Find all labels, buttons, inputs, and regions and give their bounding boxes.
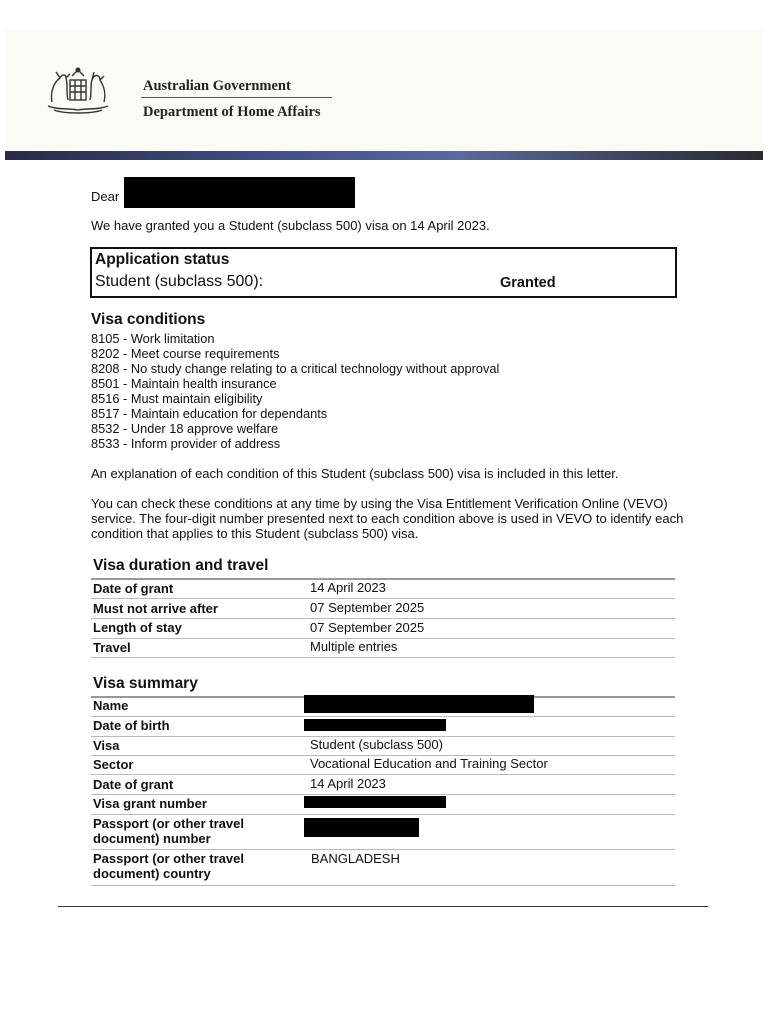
table-divider [91, 774, 675, 775]
summary-row-value: 14 April 2023 [310, 776, 386, 791]
summary-row-label: Sector [93, 757, 134, 772]
summary-row-label: Passport (or other travel document) country [93, 851, 244, 881]
header-color-bar [5, 151, 763, 160]
redacted-passport-number [304, 818, 419, 837]
summary-row-label: Visa [93, 738, 120, 753]
summary-row-label: Date of grant [93, 777, 174, 792]
redacted-grant-number [304, 796, 446, 808]
duration-row-label: Date of grant [93, 581, 174, 596]
duration-row-value: 14 April 2023 [310, 580, 386, 595]
condition-item: 8533 - Inform provider of address [91, 436, 281, 451]
condition-item: 8105 - Work limitation [91, 331, 215, 346]
table-divider [91, 849, 675, 850]
letterhead [5, 30, 763, 150]
condition-item: 8202 - Meet course requirements [91, 346, 280, 361]
summary-row-label: Visa grant number [93, 796, 207, 811]
visa-conditions-heading: Visa conditions [91, 311, 206, 328]
condition-item: 8516 - Must maintain eligibility [91, 391, 263, 406]
coat-of-arms-icon [46, 62, 110, 118]
condition-item: 8501 - Maintain health insurance [91, 376, 277, 391]
header-divider [141, 97, 332, 98]
duration-row-value: Multiple entries [310, 639, 398, 654]
summary-row-value: BANGLADESH [311, 851, 400, 866]
summary-row-label: Passport (or other travel document) number [93, 816, 244, 846]
duration-row-label: Must not arrive after [93, 601, 218, 616]
visa-duration-heading: Visa duration and travel [93, 557, 269, 574]
department-name: Department of Home Affairs [143, 104, 321, 120]
duration-row-value: 07 September 2025 [310, 600, 425, 615]
table-divider [91, 618, 675, 619]
redacted-recipient-name [124, 177, 355, 208]
summary-row-label: Name [93, 698, 129, 713]
table-divider [91, 814, 675, 815]
conditions-explanation: An explanation of each condition of this Student (subclass 500) visa is included in this letter. [91, 466, 619, 481]
summary-row-label: Date of birth [93, 718, 170, 733]
condition-item: 8532 - Under 18 approve welfare [91, 421, 279, 436]
redacted-date-of-birth [304, 719, 446, 731]
status-badge: Granted [500, 275, 556, 291]
footer-divider [58, 906, 708, 907]
table-divider [91, 716, 675, 717]
summary-row-value: Student (subclass 500) [310, 737, 443, 752]
condition-item: 8517 - Maintain education for dependants [91, 406, 328, 421]
application-status-heading: Application status [95, 251, 230, 268]
duration-row-label: Travel [93, 640, 131, 655]
status-visa-label: Student (subclass 500): [95, 273, 264, 290]
duration-row-value: 07 September 2025 [310, 620, 425, 635]
table-divider [91, 598, 675, 599]
vevo-paragraph: You can check these conditions at any time by using the Visa Entitlement Verification Online (VEVO) service. The four-digit number presented next to each condition above is used in VEVO to identify each condition that applies to this Student (subclass 500) visa. [91, 496, 684, 541]
duration-row-label: Length of stay [93, 620, 182, 635]
table-divider [91, 794, 675, 795]
table-divider [91, 885, 675, 886]
summary-row-value: Vocational Education and Training Sector [310, 756, 548, 771]
visa-summary-heading: Visa summary [93, 675, 198, 692]
grant-intro: We have granted you a Student (subclass 500) visa on 14 April 2023. [91, 218, 490, 233]
salutation: Dear [91, 189, 120, 204]
redacted-name [304, 695, 534, 713]
table-divider [91, 657, 675, 658]
government-name: Australian Government [143, 78, 291, 94]
condition-item: 8208 - No study change relating to a critical technology without approval [91, 361, 500, 376]
